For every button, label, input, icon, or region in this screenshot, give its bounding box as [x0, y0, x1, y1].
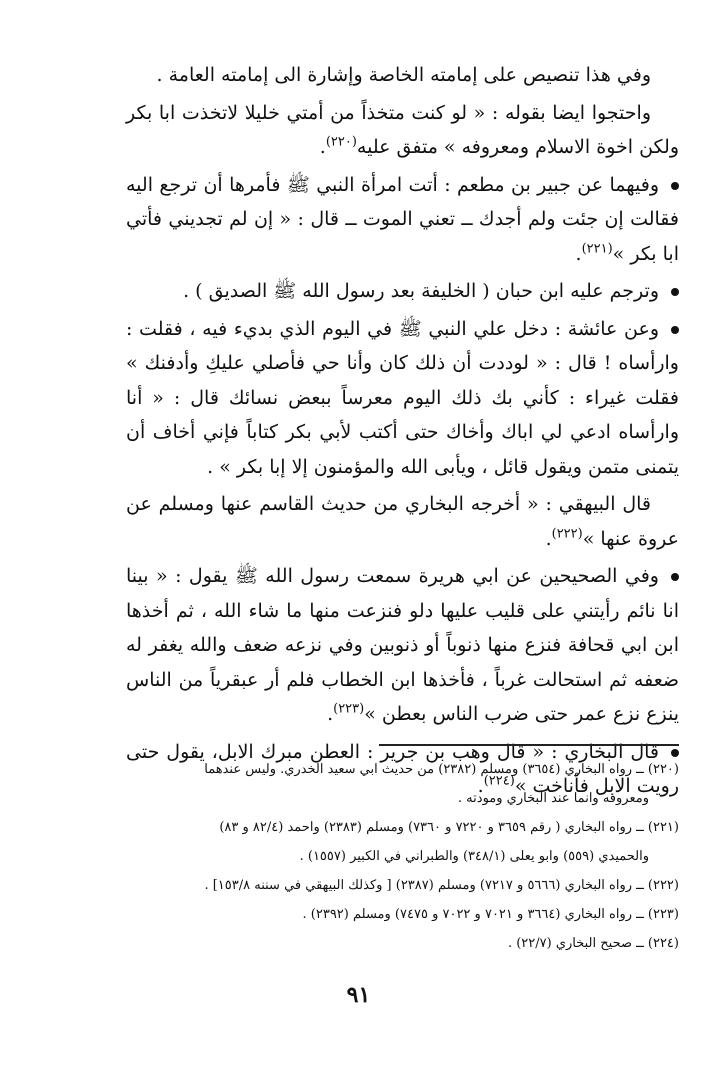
footnote: [126, 900, 679, 929]
footnote-text: ومعروفه وانما عند البخاري ومودته .: [457, 791, 649, 806]
paragraph-text: قال البخاري : « قال وهب بن جرير : العطن مبرك الابل، يقول حتى رويت الابل فأناخت »: [126, 740, 679, 797]
paragraph-tail: .: [575, 242, 582, 265]
footnote-text: (٢٢٣) ــ رواه البخاري (٣٦٦٤ و ٧٠٢١ و ٧٠٢٢ و ٧٤٧٥) ومسلم (٢٣٩٢) .: [302, 907, 679, 922]
paragraph-4: [126, 274, 679, 309]
bullet-icon: [671, 182, 679, 190]
paragraph-tail: .: [327, 703, 334, 725]
footnote-reference: (٢٢١): [581, 241, 613, 257]
paragraph-3: [126, 168, 679, 272]
paragraph-5: [126, 312, 679, 485]
footnote-continuation: [126, 842, 679, 871]
footnote-text: والحميدي (٥٥٩) وابو يعلى (٣٤٨/١) والطبراني في الكبير (١٥٥٧) .: [299, 849, 649, 864]
paragraph-text: وفيهما عن جبير بن مطعم : أتت امرأة النبي ﷺ فأمرها أن ترجع اليه فقالت إن جئت ولم أجدك ــ تعني الموت ــ قال : « إن لم تجديني فأتي ابا بكر »: [126, 173, 679, 265]
footnote: [126, 929, 679, 958]
paragraph-7: [126, 559, 679, 732]
footnote-continuation: [126, 784, 679, 813]
paragraph-tail: .: [319, 136, 326, 158]
paragraph-text: واحتجوا ايضا بقوله : « لو كنت متخذاً من أمتي خليلا لاتخذت ابا بكر ولكن اخوة الاسلام ومعروفه » متفق عليه: [126, 101, 679, 158]
paragraph-2: [126, 96, 679, 165]
paragraph-1: [126, 58, 679, 93]
footnote-text: (٢٢٤) ــ صحيح البخاري (٢٢/٧) .: [507, 936, 679, 951]
main-text: [126, 58, 679, 807]
paragraph-text: وترجم عليه ابن حبان ( الخليفة بعد رسول الله ﷺ الصديق ) .: [183, 280, 659, 302]
paragraph-tail: .: [477, 775, 484, 797]
paragraph-text: وعن عائشة : دخل علي النبي ﷺ في اليوم الذي بديء فيه ، فقلت : وارأساه ! قال : « لوددت أن ذلك كان وأنا حي فأصلي عليكِ وأدفنك » فقلت غيراء : كأني بك ذلك اليوم معرساً ببعض نسائك قال : « أنا وارأساه ادعي لي اباك وأخاك حتى أكتب لأبي بكر كتاباً فإني أخاف أن يتمنى متمن ويقول قائل ، ويأبى الله والمؤمنون إلا إبا بكر » .: [126, 317, 679, 478]
bullet-icon: [671, 573, 679, 581]
paragraph-6: [126, 487, 679, 556]
paragraph-text: وفي الصحيحين عن ابي هريرة سمعت رسول الله ﷺ يقول : « بينا انا نائم رأيتني على قليب عليها دلو فنزعت منها ما شاء الله ، ثم أخذها ابن ابي قحافة فنزع منها ذنوباً أو ذنوبين وفي نزعه ضعف والله يغفر له ضعفه ثم استحالت غرباً ، فأخذها ابن الخطاب فلم أر عبقرياً من الناس ينزع نزع عمر حتى ضرب الناس بعطن »: [126, 565, 679, 725]
footnote-reference: (٢٢٢): [551, 526, 583, 542]
footnote-text: (٢٢٢) ــ رواه البخاري (٥٦٦٦ و ٧٢١٧) ومسلم (٢٣٨٧) [ وكذلك البيهقي في سننه ١٥٣/٨] .: [204, 878, 679, 893]
footnote: [126, 813, 679, 842]
paragraph-tail: .: [545, 527, 552, 550]
footnote-reference: (٢٢٠): [325, 134, 357, 150]
paragraph-text: وفي هذا تنصيص على إمامته الخاصة وإشارة الى إمامته العامة .: [156, 64, 651, 86]
footnote-text: (٢٢١) ــ رواه البخاري ( رقم ٣٦٥٩ و ٧٢٢٠ و ٧٣٦٠) ومسلم (٢٣٨٣) واحمد (٨٢/٤ و ٨٣): [219, 820, 679, 835]
paragraph-text: قال البيهقي : « أخرجه البخاري من حديث القاسم عنها ومسلم عن عروة عنها »: [126, 493, 679, 550]
bullet-icon: [671, 326, 679, 334]
page-number: ٩١: [346, 982, 371, 1008]
footnote-text: (٢٢٠) ــ رواه البخاري (٣٦٥٤) ومسلم (٢٣٨٢) من حديث ابي سعيد الخدري. وليس عندهما: [204, 762, 679, 777]
footnote-reference: (٢٢٤): [483, 773, 515, 789]
bullet-icon: [671, 288, 679, 296]
footnotes: [126, 755, 679, 958]
footnote: [126, 755, 679, 784]
footnote-divider: [379, 744, 679, 746]
footnote: [126, 871, 679, 900]
footnote-reference: (٢٢٣): [333, 701, 365, 717]
